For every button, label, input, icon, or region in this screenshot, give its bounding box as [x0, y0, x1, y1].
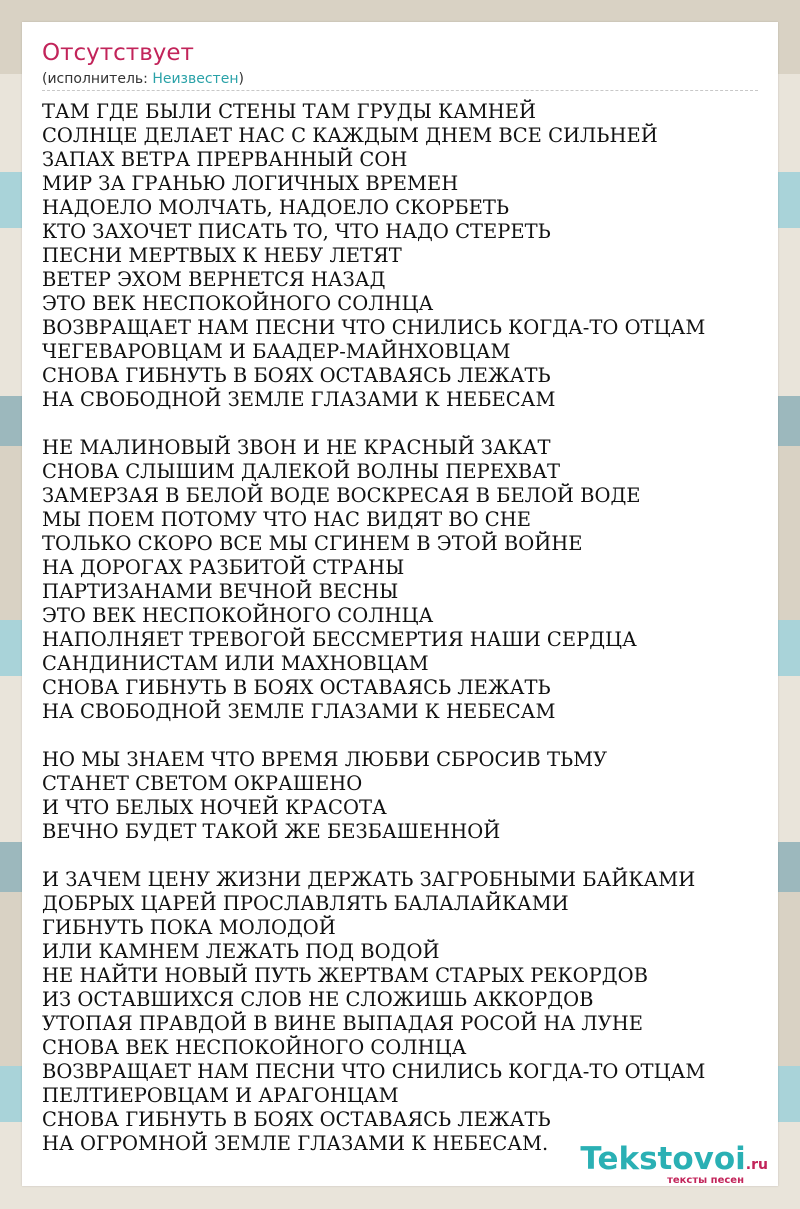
song-title: Отсутствует [42, 40, 194, 66]
lyric-line: МЫ ПОЕМ ПОТОМУ ЧТО НАС ВИДЯТ ВО СНЕ [42, 508, 531, 531]
lyric-line: И ЧТО БЕЛЫХ НОЧЕЙ КРАСОТА [42, 796, 387, 819]
lyric-line: ЭТО ВЕК НЕСПОКОЙНОГО СОЛНЦА [42, 292, 434, 315]
stanza-break [42, 412, 705, 436]
lyric-line: ПЕЛТИЕРОВЦАМ И АРАГОНЦАМ [42, 1084, 399, 1107]
lyric-line: ИЛИ КАМНЕМ ЛЕЖАТЬ ПОД ВОДОЙ [42, 940, 440, 963]
lyrics-card [22, 22, 778, 1186]
lyric-line: СНОВА ГИБНУТЬ В БОЯХ ОСТАВАЯСЬ ЛЕЖАТЬ [42, 676, 551, 699]
lyric-line: МИР ЗА ГРАНЬЮ ЛОГИЧНЫХ ВРЕМЕН [42, 172, 459, 195]
stanza-break [42, 724, 705, 748]
lyric-line: ГИБНУТЬ ПОКА МОЛОДОЙ [42, 916, 336, 939]
lyric-line: НАПОЛНЯЕТ ТРЕВОГОЙ БЕССМЕРТИЯ НАШИ СЕРДЦА [42, 628, 637, 651]
lyric-line: НА ОГРОМНОЙ ЗЕМЛЕ ГЛАЗАМИ К НЕБЕСАМ. [42, 1132, 549, 1155]
artist-suffix: ) [238, 71, 244, 87]
lyric-line: СНОВА ГИБНУТЬ В БОЯХ ОСТАВАЯСЬ ЛЕЖАТЬ [42, 364, 551, 387]
lyric-line: НАДОЕЛО МОЛЧАТЬ, НАДОЕЛО СКОРБЕТЬ [42, 196, 510, 219]
lyric-line: ИЗ ОСТАВШИХСЯ СЛОВ НЕ СЛОЖИШЬ АККОРДОВ [42, 988, 594, 1011]
lyric-line: ВОЗВРАЩАЕТ НАМ ПЕСНИ ЧТО СНИЛИСЬ КОГДА-ТО ОТЦАМ [42, 1060, 706, 1083]
brand-tagline: тексты песен [667, 1175, 744, 1186]
lyric-line: ЗАМЕРЗАЯ В БЕЛОЙ ВОДЕ ВОСКРЕСАЯ В БЕЛОЙ ВОДЕ [42, 484, 641, 507]
lyric-line: ТОЛЬКО СКОРО ВСЕ МЫ СГИНЕМ В ЭТОЙ ВОЙНЕ [42, 532, 583, 555]
lyric-line: НЕ МАЛИНОВЫЙ ЗВОН И НЕ КРАСНЫЙ ЗАКАТ [42, 436, 551, 459]
lyric-line: СНОВА ВЕК НЕСПОКОЙНОГО СОЛНЦА [42, 1036, 467, 1059]
lyrics-body [42, 100, 705, 1156]
lyric-line: САНДИНИСТАМ ИЛИ МАХНОВЦАМ [42, 652, 429, 675]
lyric-line: СОЛНЦЕ ДЕЛАЕТ НАС С КАЖДЫМ ДНЕМ ВСЕ СИЛЬНЕЙ [42, 124, 658, 147]
lyric-line: ВОЗВРАЩАЕТ НАМ ПЕСНИ ЧТО СНИЛИСЬ КОГДА-ТО ОТЦАМ [42, 316, 706, 339]
lyric-line: НА СВОБОДНОЙ ЗЕМЛЕ ГЛАЗАМИ К НЕБЕСАМ [42, 700, 556, 723]
artist-prefix: (исполнитель: [42, 71, 153, 87]
lyric-line: СНОВА ГИБНУТЬ В БОЯХ ОСТАВАЯСЬ ЛЕЖАТЬ [42, 1108, 551, 1131]
brand-tld: .ru [745, 1157, 768, 1173]
header-divider [42, 90, 758, 91]
lyric-line: СТАНЕТ СВЕТОМ ОКРАШЕНО [42, 772, 363, 795]
lyric-line: ПАРТИЗАНАМИ ВЕЧНОЙ ВЕСНЫ [42, 580, 399, 603]
lyric-line: ЭТО ВЕК НЕСПОКОЙНОГО СОЛНЦА [42, 604, 434, 627]
lyric-line: СНОВА СЛЫШИМ ДАЛЕКОЙ ВОЛНЫ ПЕРЕХВАТ [42, 460, 560, 483]
lyric-line: НА СВОБОДНОЙ ЗЕМЛЕ ГЛАЗАМИ К НЕБЕСАМ [42, 388, 556, 411]
lyric-line: КТО ЗАХОЧЕТ ПИСАТЬ ТО, ЧТО НАДО СТЕРЕТЬ [42, 220, 551, 243]
brand-logo[interactable] [580, 1142, 768, 1186]
lyric-line: ПЕСНИ МЕРТВЫХ К НЕБУ ЛЕТЯТ [42, 244, 402, 267]
brand-name: Tekstovoi [580, 1141, 746, 1177]
lyric-line: УТОПАЯ ПРАВДОЙ В ВИНЕ ВЫПАДАЯ РОСОЙ НА ЛУНЕ [42, 1012, 644, 1035]
lyric-line: НА ДОРОГАХ РАЗБИТОЙ СТРАНЫ [42, 556, 405, 579]
stanza-break [42, 844, 705, 868]
lyric-line: НЕ НАЙТИ НОВЫЙ ПУТЬ ЖЕРТВАМ СТАРЫХ РЕКОРДОВ [42, 964, 648, 987]
lyric-line: ВЕТЕР ЭХОМ ВЕРНЕТСЯ НАЗАД [42, 268, 386, 291]
artist-link[interactable]: Неизвестен [152, 71, 239, 87]
lyric-line: ДОБРЫХ ЦАРЕЙ ПРОСЛАВЛЯТЬ БАЛАЛАЙКАМИ [42, 892, 569, 915]
lyric-line: ЧЕГЕВАРОВЦАМ И БААДЕР-МАЙНХОВЦАМ [42, 340, 511, 363]
lyric-line: ЗАПАХ ВЕТРА ПРЕРВАННЫЙ СОН [42, 148, 408, 171]
lyric-line: НО МЫ ЗНАЕМ ЧТО ВРЕМЯ ЛЮБВИ СБРОСИВ ТЬМУ [42, 748, 608, 771]
lyric-line: ТАМ ГДЕ БЫЛИ СТЕНЫ ТАМ ГРУДЫ КАМНЕЙ [42, 100, 537, 123]
lyric-line: ВЕЧНО БУДЕТ ТАКОЙ ЖЕ БЕЗБАШЕННОЙ [42, 820, 501, 843]
lyric-line: И ЗАЧЕМ ЦЕНУ ЖИЗНИ ДЕРЖАТЬ ЗАГРОБНЫМИ БАЙКАМИ [42, 868, 696, 891]
artist-line [42, 71, 244, 87]
